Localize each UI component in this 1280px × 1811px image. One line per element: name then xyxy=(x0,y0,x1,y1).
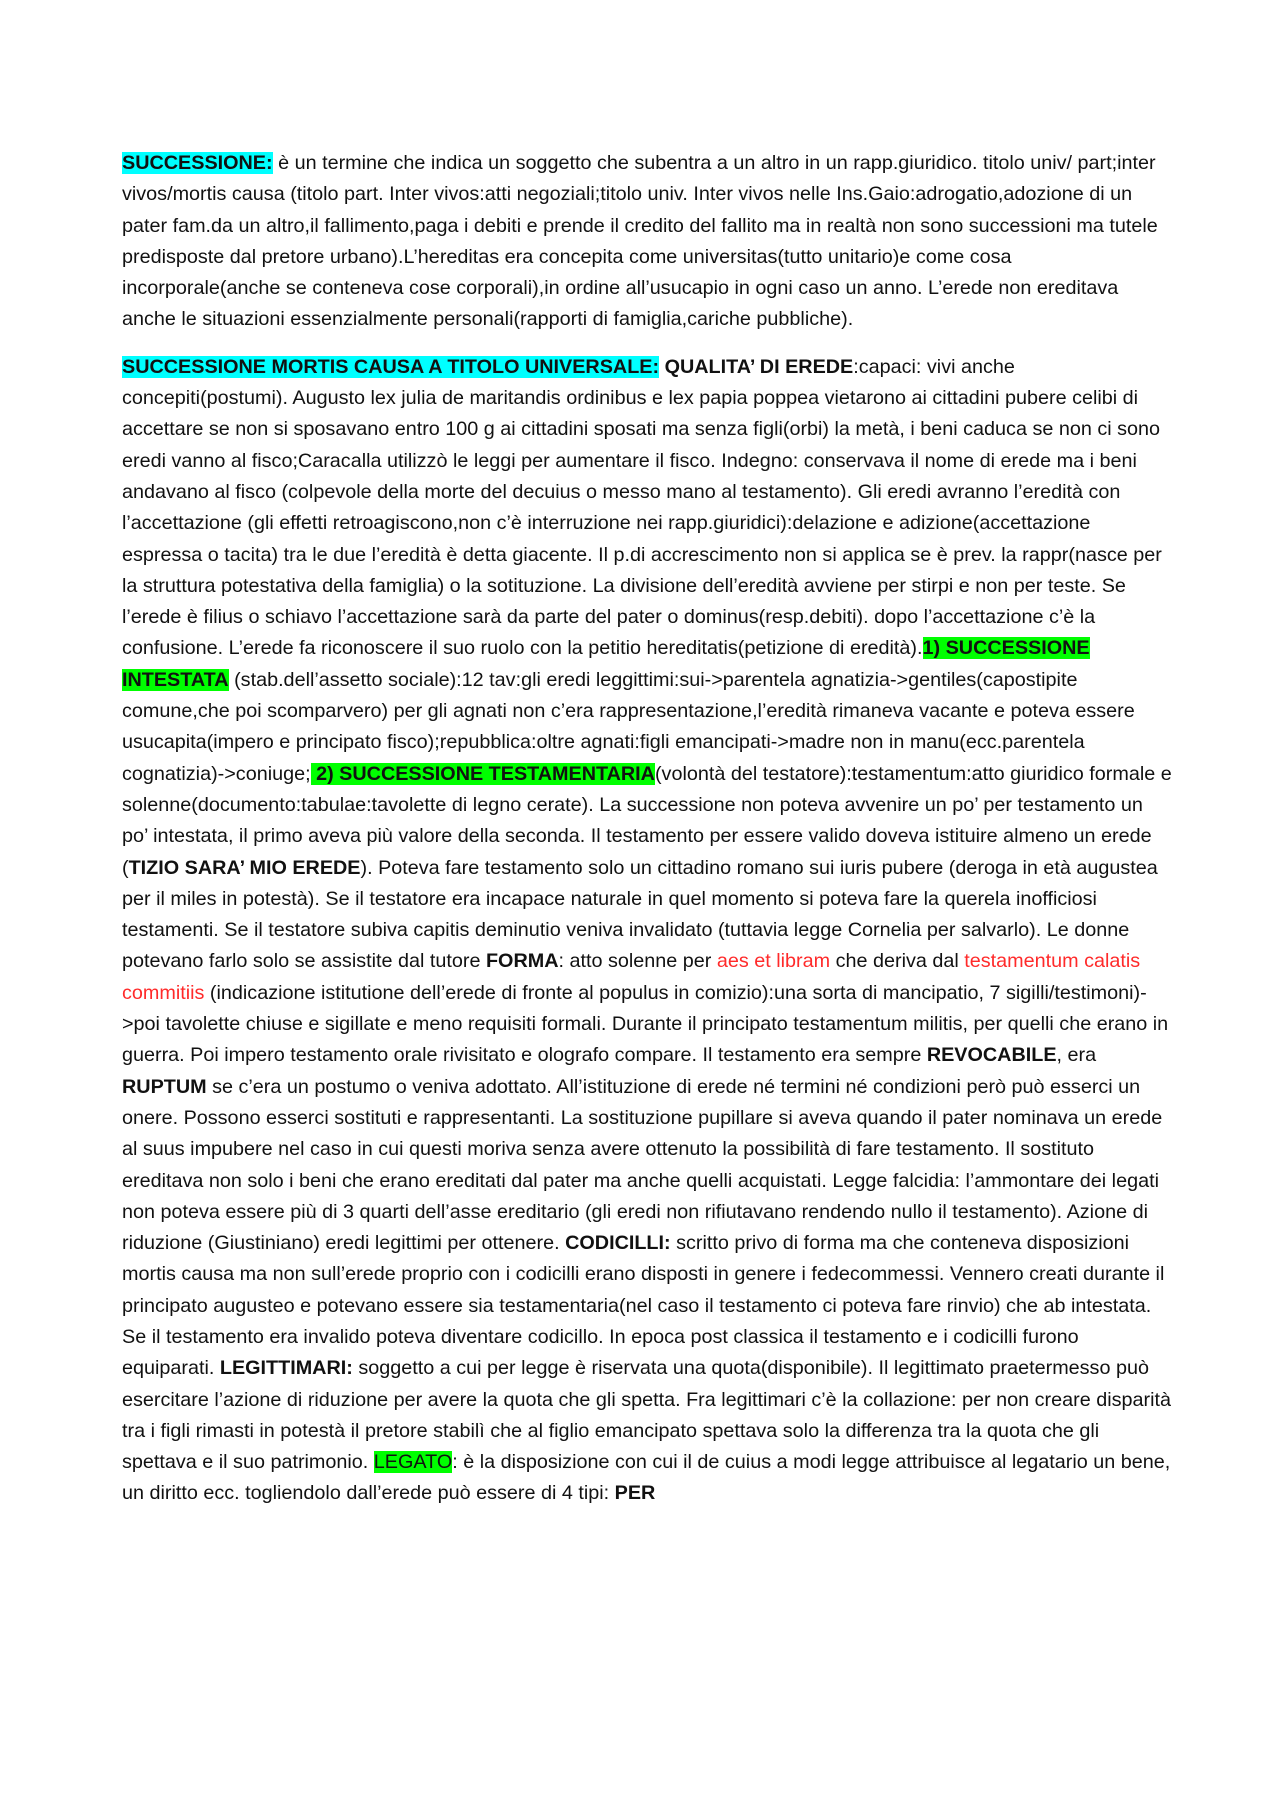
bold-per: PER xyxy=(614,1482,656,1505)
bold-codicilli: CODICILLI: xyxy=(565,1232,671,1255)
paragraph-text: che deriva dal xyxy=(830,950,965,973)
paragraph-text: soggetto a cui per legge è riservata una quota(disponibile). Il legittimato praetermesso può esercitare l’azione di riduzione per avere la quota che gli spetta. Fra legittimari c’è la collazione: per non creare disparità tra i figli rimasti in potestà il pretore stabilì che al figlio emancipato spettava solo la differenza tra la quota che gli spettava e il suo patrimonio. xyxy=(122,1357,1171,1474)
document-page xyxy=(122,148,1174,1526)
paragraph-text: scritto privo di forma ma che conteneva disposizioni mortis causa ma non sull’erede proprio con i codicilli erano disposti in genere i fedecommessi. Vennero creati durante il principato augusteo e potevano essere sia testamentaria(nel caso il testamento ci poteva fare rinvio) che ab intestata. Se il testamento era invalido poteva diventare codicillo. In epoca post classica il testamento e i codicilli furono equiparati. xyxy=(122,1232,1165,1380)
bold-qualita-di-erede: QUALITA’ DI EREDE xyxy=(664,355,854,378)
highlight-legato: LEGATO xyxy=(373,1451,453,1474)
bold-forma: FORMA xyxy=(485,950,559,973)
paragraph-text: (stab.dell’assetto sociale):12 tav:gli eredi leggittimi:sui->parentela agnatizia->gentiles(capostipite comune,che poi scomparvero) per gli agnati non c’era rappresentazione,l’eredità rimaneva vacante e poteva essere usucapita(impero e principato fisco);repubblica:oltre agnati:figli emancipati->madre non in manu(ecc.parentela cognatizia)->coniuge; xyxy=(122,668,1135,785)
heading-successione: SUCCESSIONE: xyxy=(122,152,273,174)
bold-revocabile: REVOCABILE xyxy=(926,1044,1057,1067)
bold-legittimari: LEGITTIMARI: xyxy=(219,1357,353,1380)
red-aes-et-libram: aes et libram xyxy=(716,950,831,973)
paragraph-text: ). Poteva fare testamento solo un cittadino romano sui iuris pubere (deroga in età augustea per il miles in potestà). Se il testatore era incapace naturale in quel momento si poteva fare la querela inofficiosi testamenti. Se il testatore subiva capitis deminutio veniva invalidato (tuttavia legge Cornelia per salvarlo). Le donne potevano farlo solo se assistite dal tutore xyxy=(122,856,1158,973)
paragraph-text: se c’era un postumo o veniva adottato. All’istituzione di erede né termini né condizioni però può esserci un onere. Possono esserci sostituti e rappresentanti. La sostituzione pupillare si aveva quando il pater nominava un erede al suus impubere nel caso in cui questi moriva senza avere ottenuto la possibilità di fare testamento. Il sostituto ereditava non solo i beni che erano ereditati dal pater ma anche quelli acquistati. Legge falcidia: l’ammontare dei legati non poteva essere più di 3 quarti dell’asse ereditario (gli eredi non rifiutavano rendendo nullo il testamento). Azione di riduzione (Giustiniano) eredi legittimi per ottenere. xyxy=(122,1075,1163,1255)
red-testamentum-calatis-commitiis: testamentum calatis commitiis xyxy=(122,950,1141,1004)
paragraph-text: :capaci: vivi anche concepiti(postumi). Augusto lex julia de maritandis ordinibus e lex papia poppea vietarono ai cittadini pubere celibi di accettare se non si sposavano entro 100 g ai cittadini sposati ma senza figli(orbi) la metà, i beni caduca se non ci sono eredi vanno al fisco;Caracalla utilizzò le leggi per aumentare il fisco. Indegno: conservava il nome di erede ma i beni andavano al fisco (colpevole della morte del decuius o messo mano al testamento). Gli eredi avranno l’eredità con l’accettazione (gli effetti retroagiscono,non c’è interruzione nei rapp.giuridici):delazione e adizione(accettazione espressa o tacita) tra le due l’eredità è detta giacente. Il p.di accrescimento non si applica se è prev. la rappr(nasce per la struttura potestativa della famiglia) o la sotituzione. La divisione dell’eredità avviene per stirpi e non per teste. Se l’erede è filius o schiavo l’accettazione sarà da parte del pater o dominus(resp.debiti). dopo l’accettazione c’è la confusione. L’erede fa riconoscere il suo ruolo con la petitio hereditatis(petizione di eredità). xyxy=(122,355,1162,660)
paragraph-text: è un termine che indica un soggetto che subentra a un altro in un rapp.giuridico. titolo univ/ part;inter vivos/mortis causa (titolo part. Inter vivos:atti negoziali;titolo univ. Inter vivos nelle Ins.Gaio:adrogatio,adozione di un pater fam.da un altro,il fallimento,paga i debiti e prende il credito del fallito ma in realtà non sono successioni ma tutele predisposte dal pretore urbano).L’hereditas era concepita come universitas(tutto unitario)e come cosa incorporale(anche se conteneva cose corporali),in ordine all’usucapio in ogni caso un anno. L’erede non ereditava anche le situazioni essenzialmente personali(rapporti di famiglia,cariche pubbliche). xyxy=(122,152,1158,331)
paragraph-successione xyxy=(122,148,1174,336)
paragraph-text: , era xyxy=(1056,1044,1097,1067)
paragraph-mortis-causa xyxy=(122,352,1174,1510)
heading-successione-testamentaria: 2) SUCCESSIONE TESTAMENTARIA xyxy=(310,762,655,785)
bold-tizio-sara-mio-erede: TIZIO SARA’ MIO EREDE xyxy=(128,856,361,879)
paragraph-text: : è la disposizione con cui il de cuius a modi legge attribuisce al legatario un bene, un diritto ecc. togliendolo dall’erede può essere di 4 tipi: xyxy=(122,1451,1171,1505)
paragraph-text: : atto solenne per xyxy=(558,950,717,973)
bold-ruptum: RUPTUM xyxy=(122,1075,207,1098)
heading-successione-intestata: 1) SUCCESSIONE INTESTATA xyxy=(122,637,1090,691)
heading-mortis-causa: SUCCESSIONE MORTIS CAUSA A TITOLO UNIVERSALE: xyxy=(122,355,660,378)
paragraph-text: (volontà del testatore):testamentum:atto giuridico formale e solenne(documento:tabulae:tavolette di legno cerate). La successione non poteva avvenire un po’ per testamento un po’ intestata, il primo aveva più valore della seconda. Il testamento per essere valido doveva istituire almeno un erede ( xyxy=(122,762,1172,879)
paragraph-text: (indicazione istitutione dell’erede di fronte al populus in comizio):una sorta di mancipatio, 7 sigilli/testimoni)->poi tavolette chiuse e sigillate e meno requisiti formali. Durante il principato testamentum militis, per quelli che erano in guerra. Poi impero testamento orale rivisitato e olografo compare. Il testamento era sempre xyxy=(122,981,1169,1067)
